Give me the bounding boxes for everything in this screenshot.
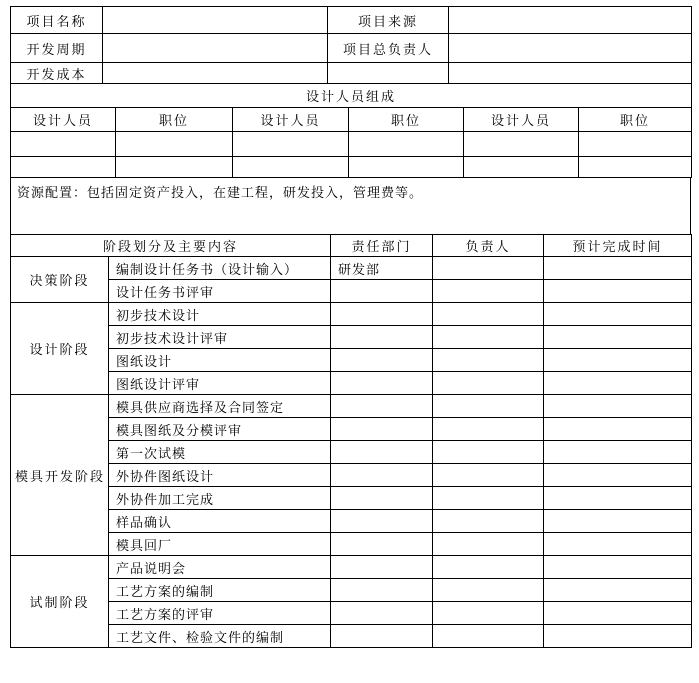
form-sheet	[10, 6, 691, 648]
dept-cell[interactable]	[331, 395, 433, 418]
task-cell: 产品说明会	[109, 556, 331, 579]
dept-cell[interactable]	[331, 418, 433, 441]
designer-header-cell: 设计人员	[11, 108, 116, 132]
table-row	[11, 556, 692, 579]
table-row	[11, 418, 692, 441]
position-header-cell: 职位	[579, 108, 692, 132]
task-cell: 工艺方案的评审	[109, 602, 331, 625]
time-cell[interactable]	[544, 395, 692, 418]
owner-cell[interactable]	[433, 349, 544, 372]
time-cell[interactable]	[544, 579, 692, 602]
task-cell: 模具供应商选择及合同签定	[109, 395, 331, 418]
phase-content-header: 阶段划分及主要内容	[11, 235, 331, 257]
table-row	[11, 349, 692, 372]
position-entry-cell[interactable]	[349, 132, 464, 157]
dev-cost-field[interactable]	[103, 63, 328, 84]
time-cell[interactable]	[544, 326, 692, 349]
stage-group-cell: 决策阶段	[11, 257, 109, 303]
dept-header: 责任部门	[331, 235, 433, 257]
table-row	[11, 257, 692, 280]
table-row	[11, 34, 692, 63]
dept-cell[interactable]	[331, 326, 433, 349]
task-cell: 编制设计任务书（设计输入）	[109, 257, 331, 280]
table-row	[11, 157, 692, 178]
position-entry-cell[interactable]	[349, 157, 464, 178]
table-row	[11, 487, 692, 510]
project-source-label: 项目来源	[328, 7, 449, 34]
time-cell[interactable]	[544, 464, 692, 487]
table-row	[11, 132, 692, 157]
empty-label-cell	[328, 63, 449, 84]
time-header: 预计完成时间	[544, 235, 692, 257]
table-row	[11, 510, 692, 533]
dept-cell[interactable]	[331, 349, 433, 372]
dev-cycle-field[interactable]	[103, 34, 328, 63]
owner-header: 负责人	[433, 235, 544, 257]
task-cell: 工艺文件、检验文件的编制	[109, 625, 331, 648]
task-cell: 初步技术设计评审	[109, 326, 331, 349]
owner-cell[interactable]	[433, 487, 544, 510]
table-row	[11, 235, 692, 257]
stage-group-cell: 模具开发阶段	[11, 395, 109, 556]
position-header-cell: 职位	[116, 108, 233, 132]
designer-header-cell: 设计人员	[233, 108, 349, 132]
table-row	[11, 625, 692, 648]
owner-cell[interactable]	[433, 280, 544, 303]
time-cell[interactable]	[544, 303, 692, 326]
dev-cycle-label: 开发周期	[11, 34, 103, 63]
designer-entry-cell[interactable]	[464, 157, 579, 178]
dept-cell[interactable]	[331, 579, 433, 602]
owner-cell[interactable]	[433, 579, 544, 602]
position-entry-cell[interactable]	[116, 157, 233, 178]
task-cell: 图纸设计评审	[109, 372, 331, 395]
dept-cell[interactable]	[331, 280, 433, 303]
empty-value-cell[interactable]	[449, 63, 692, 84]
owner-cell[interactable]	[433, 441, 544, 464]
dept-cell[interactable]	[331, 602, 433, 625]
table-row	[11, 579, 692, 602]
table-row	[11, 63, 692, 84]
owner-cell[interactable]	[433, 303, 544, 326]
table-row	[11, 280, 692, 303]
time-cell[interactable]	[544, 441, 692, 464]
table-row	[11, 84, 692, 108]
time-cell[interactable]	[544, 257, 692, 280]
owner-cell[interactable]	[433, 372, 544, 395]
position-entry-cell[interactable]	[579, 132, 692, 157]
dept-cell[interactable]	[331, 625, 433, 648]
designers-table	[10, 83, 692, 178]
task-cell: 外协件图纸设计	[109, 464, 331, 487]
task-cell: 设计任务书评审	[109, 280, 331, 303]
project-name-field[interactable]	[103, 7, 328, 34]
task-cell: 初步技术设计	[109, 303, 331, 326]
table-row	[11, 533, 692, 556]
stage-group-cell: 试制阶段	[11, 556, 109, 648]
dept-cell[interactable]	[331, 510, 433, 533]
owner-cell[interactable]	[433, 464, 544, 487]
dept-cell[interactable]	[331, 464, 433, 487]
designers-section-title: 设计人员组成	[11, 84, 692, 108]
project-leader-field[interactable]	[449, 34, 692, 63]
dept-cell[interactable]	[331, 372, 433, 395]
owner-cell[interactable]	[433, 395, 544, 418]
task-cell: 模具回厂	[109, 533, 331, 556]
owner-cell[interactable]	[433, 326, 544, 349]
owner-cell[interactable]	[433, 257, 544, 280]
time-cell[interactable]	[544, 510, 692, 533]
resources-note: 资源配置：包括固定资产投入，在建工程，研发投入，管理费等。	[10, 177, 691, 235]
position-entry-cell[interactable]	[116, 132, 233, 157]
owner-cell[interactable]	[433, 625, 544, 648]
time-cell[interactable]	[544, 625, 692, 648]
dept-cell[interactable]	[331, 487, 433, 510]
dept-cell[interactable]	[331, 441, 433, 464]
task-cell: 图纸设计	[109, 349, 331, 372]
dept-cell[interactable]	[331, 303, 433, 326]
designer-entry-cell[interactable]	[11, 132, 116, 157]
designer-header-cell: 设计人员	[464, 108, 579, 132]
designer-entry-cell[interactable]	[233, 132, 349, 157]
dept-cell[interactable]: 研发部	[331, 257, 433, 280]
project-source-field[interactable]	[449, 7, 692, 34]
time-cell[interactable]	[544, 602, 692, 625]
task-cell: 模具图纸及分模评审	[109, 418, 331, 441]
table-row	[11, 395, 692, 418]
project-leader-label: 项目总负责人	[328, 34, 449, 63]
project-info-table	[10, 6, 692, 84]
stages-table	[10, 234, 692, 648]
table-row	[11, 326, 692, 349]
table-row	[11, 372, 692, 395]
table-row	[11, 7, 692, 34]
dept-cell[interactable]	[331, 533, 433, 556]
stage-group-cell: 设计阶段	[11, 303, 109, 395]
time-cell[interactable]	[544, 487, 692, 510]
dept-cell[interactable]	[331, 556, 433, 579]
owner-cell[interactable]	[433, 418, 544, 441]
designer-entry-cell[interactable]	[233, 157, 349, 178]
time-cell[interactable]	[544, 556, 692, 579]
task-cell: 工艺方案的编制	[109, 579, 331, 602]
time-cell[interactable]	[544, 418, 692, 441]
table-row	[11, 303, 692, 326]
table-row	[11, 464, 692, 487]
designer-entry-cell[interactable]	[11, 157, 116, 178]
time-cell[interactable]	[544, 533, 692, 556]
owner-cell[interactable]	[433, 533, 544, 556]
project-name-label: 项目名称	[11, 7, 103, 34]
time-cell[interactable]	[544, 280, 692, 303]
owner-cell[interactable]	[433, 602, 544, 625]
owner-cell[interactable]	[433, 556, 544, 579]
time-cell[interactable]	[544, 349, 692, 372]
task-cell: 外协件加工完成	[109, 487, 331, 510]
dev-cost-label: 开发成本	[11, 63, 103, 84]
position-header-cell: 职位	[349, 108, 464, 132]
owner-cell[interactable]	[433, 510, 544, 533]
time-cell[interactable]	[544, 372, 692, 395]
position-entry-cell[interactable]	[579, 157, 692, 178]
task-cell: 样品确认	[109, 510, 331, 533]
table-row	[11, 441, 692, 464]
table-row	[11, 108, 692, 132]
table-row	[11, 602, 692, 625]
designer-entry-cell[interactable]	[464, 132, 579, 157]
task-cell: 第一次试模	[109, 441, 331, 464]
